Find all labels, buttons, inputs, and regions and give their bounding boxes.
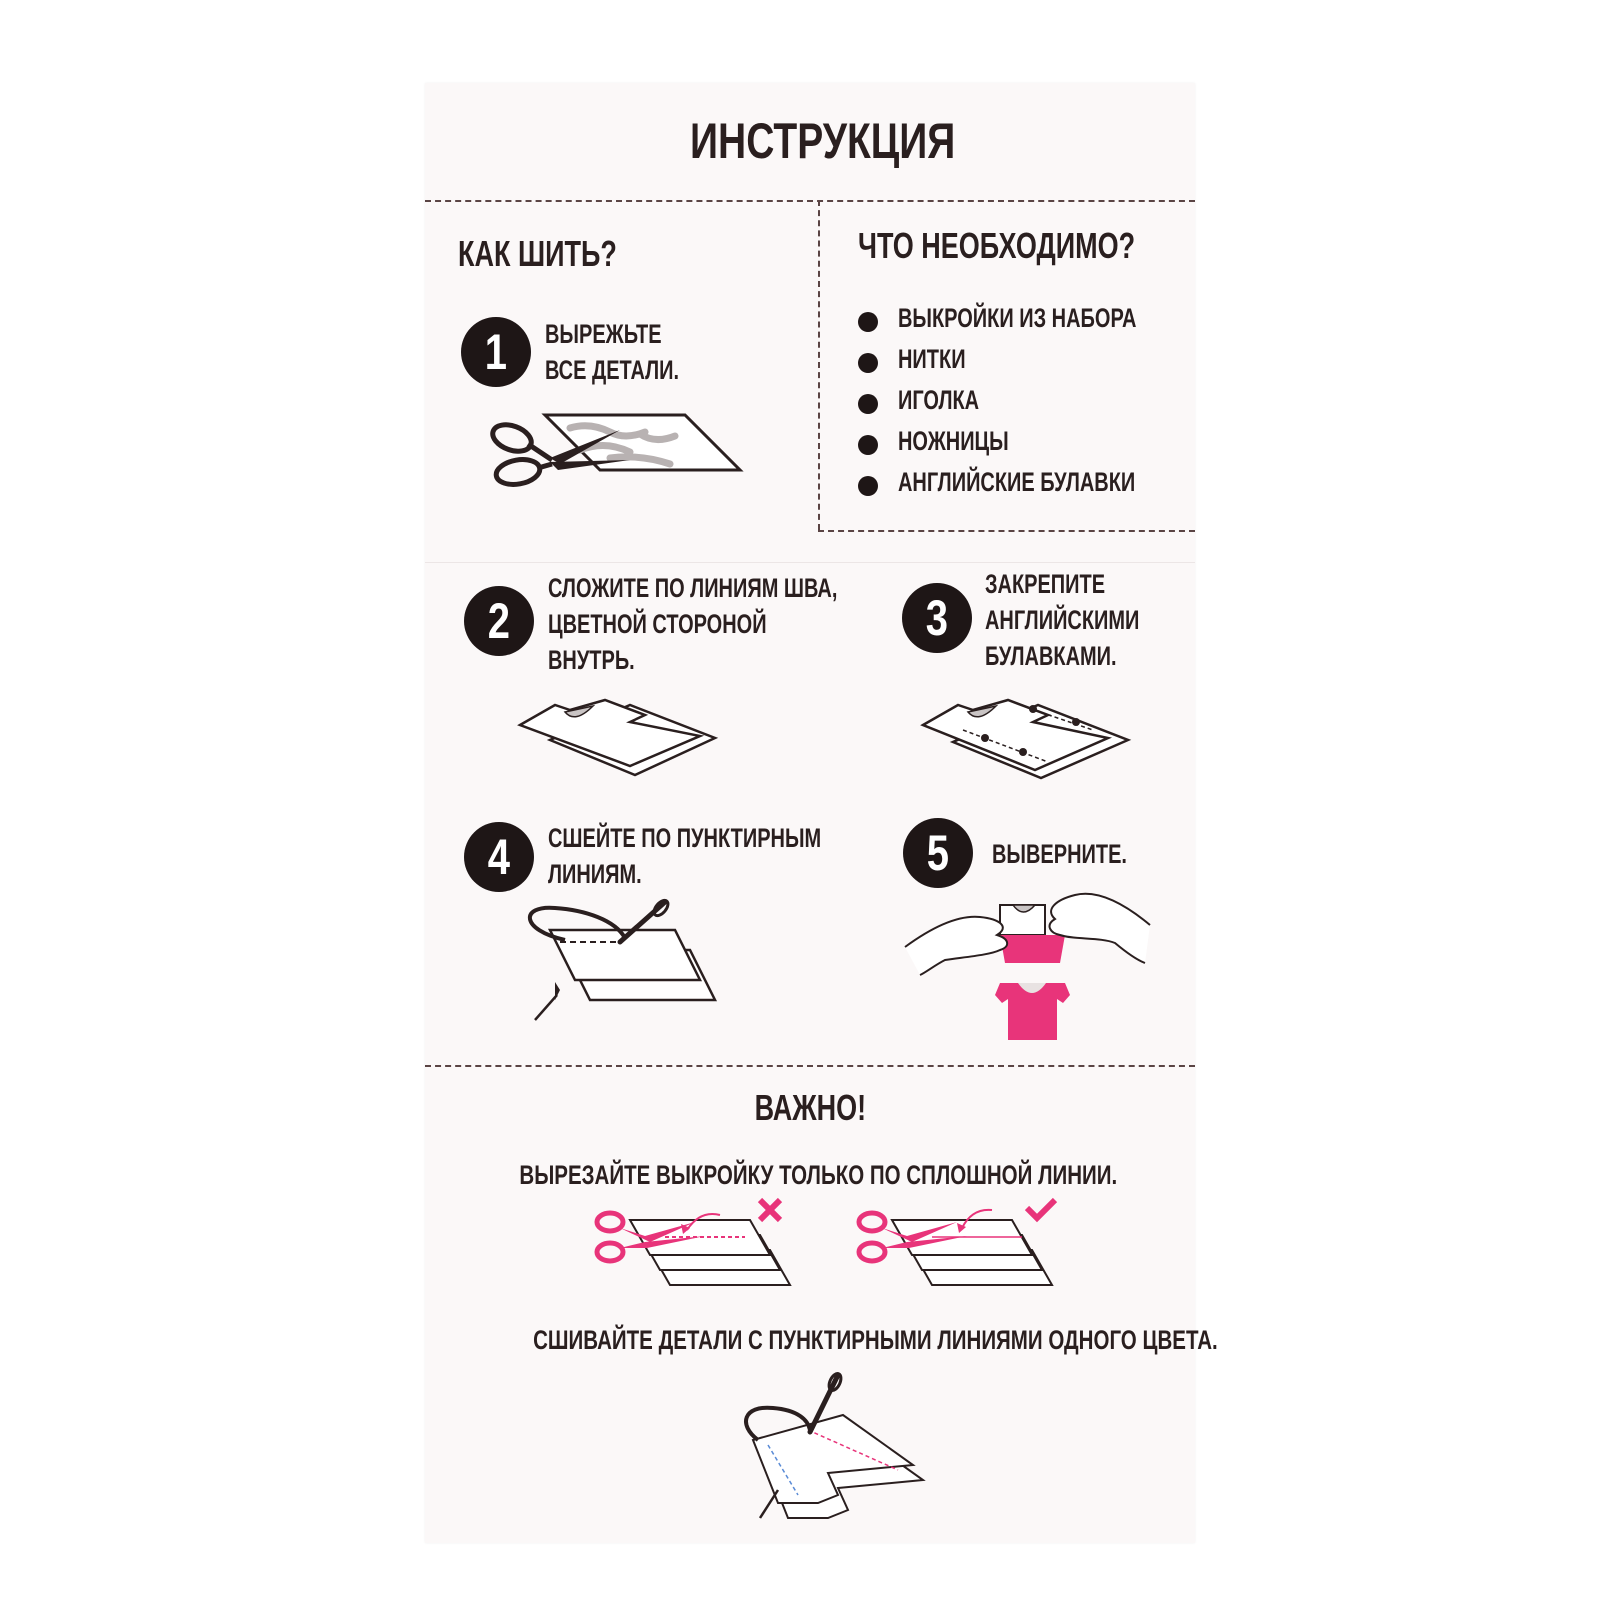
page-title: ИНСТРУКЦИЯ bbox=[690, 113, 956, 169]
needed-item: ВЫКРОЙКИ ИЗ НАБОРА bbox=[898, 303, 1137, 333]
how-to-sew-heading: КАК ШИТЬ? bbox=[458, 233, 617, 274]
needed-item: АНГЛИЙСКИЕ БУЛАВКИ bbox=[898, 467, 1136, 497]
instruction-card bbox=[425, 83, 1195, 1543]
needle-sewing-icon bbox=[525, 900, 725, 1025]
rule-sew-row bbox=[425, 1325, 1218, 1356]
step-4-text: СШЕЙТЕ ПО ПУНКТИРНЫМ ЛИНИЯМ. bbox=[548, 823, 822, 889]
bullet bbox=[858, 394, 878, 414]
folded-fabric-icon bbox=[520, 700, 720, 775]
divider-needed-bottom bbox=[818, 530, 1195, 532]
scissors-cutting-pattern-icon bbox=[490, 410, 750, 500]
bullet bbox=[858, 353, 878, 373]
correct-cut-illustration bbox=[857, 1200, 1057, 1290]
rule-cut-text: ВЫРЕЗАЙТЕ ВЫКРОЙКУ ТОЛЬКО ПО СПЛОШНОЙ ЛИНИИ. bbox=[519, 1160, 1118, 1190]
step-3-text: ЗАКРЕПИТЕ АНГЛИЙСКИМИ БУЛАВКАМИ. bbox=[985, 569, 1140, 671]
divider-important bbox=[425, 1065, 1195, 1067]
needed-item: ИГОЛКА bbox=[898, 385, 980, 415]
check-mark-icon bbox=[1027, 1200, 1055, 1218]
rule-sew-text: СШИВАЙТЕ ДЕТАЛИ С ПУНКТИРНЫМИ ЛИНИЯМИ ОДНОГО ЦВЕТА. bbox=[533, 1325, 1218, 1355]
rule-cut-row bbox=[425, 1160, 1195, 1191]
important-heading: ВАЖНО! bbox=[754, 1087, 866, 1128]
matching-seams-sewing-icon bbox=[738, 1370, 928, 1520]
step-5-number: 5 bbox=[903, 818, 973, 888]
hands-turning-icon bbox=[905, 895, 1155, 1045]
divider-vertical bbox=[818, 200, 820, 530]
step-2-number: 2 bbox=[464, 586, 534, 656]
important-heading-row bbox=[425, 1087, 1195, 1129]
step-1-number: 1 bbox=[461, 317, 531, 387]
bullet bbox=[858, 435, 878, 455]
bullet bbox=[858, 312, 878, 332]
needed-heading: ЧТО НЕОБХОДИМО? bbox=[858, 225, 1136, 266]
step-5-text: ВЫВЕРНИТЕ. bbox=[992, 839, 1127, 869]
step-3-number: 3 bbox=[902, 583, 972, 653]
fold-line bbox=[425, 562, 1195, 563]
needed-item: НОЖНИЦЫ bbox=[898, 426, 1009, 456]
step-4-number: 4 bbox=[464, 822, 534, 892]
bullet bbox=[858, 476, 878, 496]
needed-item: НИТКИ bbox=[898, 344, 966, 374]
divider-top bbox=[425, 200, 1195, 202]
pinned-fabric-icon bbox=[923, 700, 1133, 780]
step-1-text: ВЫРЕЖЬТЕ ВСЕ ДЕТАЛИ. bbox=[545, 319, 680, 385]
step-2-text: СЛОЖИТЕ ПО ЛИНИЯМ ШВА, ЦВЕТНОЙ СТОРОНОЙ ВНУТРЬ. bbox=[548, 573, 838, 675]
cross-mark-icon bbox=[760, 1200, 780, 1220]
wrong-cut-illustration bbox=[595, 1200, 795, 1290]
